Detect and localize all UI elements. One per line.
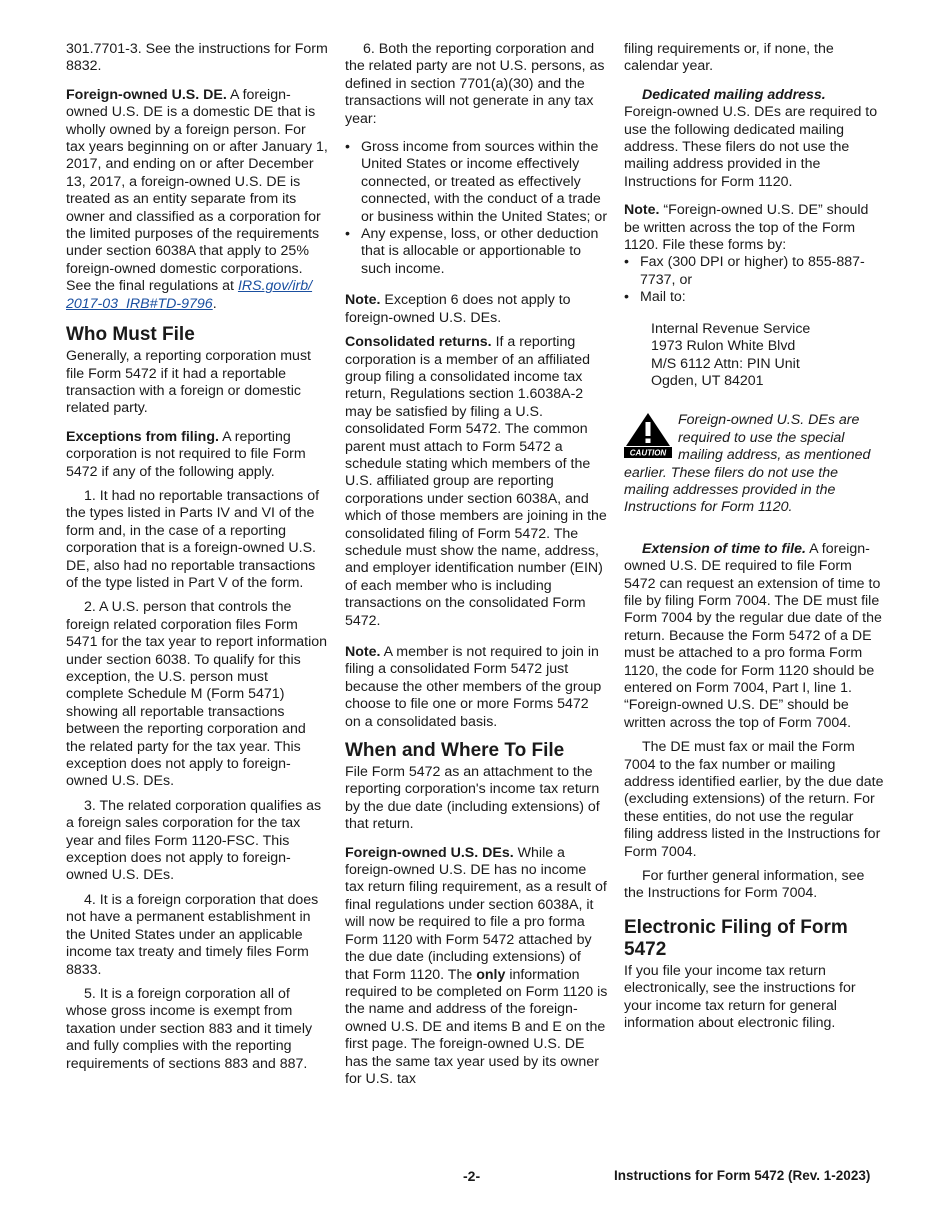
exceptions-paragraph xyxy=(66,429,328,481)
page-number: -2- xyxy=(463,1168,481,1184)
bullet-item: • Gross income from sources within the United States or income effectively connected, or treated as effectively connected, with the conduct of a trade or business within the United States; or xyxy=(345,139,608,226)
paragraph-text: Foreign-owned U.S. DEs are required to use the following dedicated mailing address. These filers do not use the mailing address provided in the Instructions for Form 1120. xyxy=(624,104,878,190)
period: . xyxy=(212,295,217,312)
address-line: Ogden, UT 84201 xyxy=(651,372,764,389)
caution-text: Foreign-owned U.S. DEs are required to use the special mailing address, as mentioned earlier. These filers do not use the mailing addresses provided in the Instructions for Form 1120. xyxy=(624,412,871,516)
consolidated-returns-paragraph xyxy=(345,334,608,630)
exception-item-4: 4. It is a foreign corporation that does not have a permanent establishment in the United States under an applicable income tax treaty and timely files Form 8833. xyxy=(66,891,319,978)
irs-link-part1[interactable]: IRS.gov/irb/ xyxy=(237,278,313,295)
paragraph: Generally, a reporting corporation must file Form 5472 if it had a reportable transaction with a foreign or domestic related party. xyxy=(66,348,311,417)
exception-item-6: 6. Both the reporting corporation and the related party are not U.S. persons, as defined in section 7701(a)(30) and the transactions will not generate in any tax year: xyxy=(345,41,605,127)
paragraph: If you file your income tax return electronically, see the instructions for your income tax return for general information about electronic filing. xyxy=(624,962,856,1032)
address-line: M/S 6112 Attn: PIN Unit xyxy=(651,355,800,372)
mail-bullet: • Mail to: xyxy=(624,289,886,306)
exception-item-5: 5. It is a foreign corporation all of whose gross income is exempt from taxation under section 883 and it timely and fully complies with the reporting requirements of sections 883 and 887. xyxy=(66,985,313,1072)
paragraph-text: A member is not required to join in filing a consolidated Form 5472 just because the other members of the group choose to file one or more Forms 5472 on a consolidated basis. xyxy=(345,644,602,730)
caution-icon xyxy=(624,412,672,458)
paragraph-text: information required to be completed on Form 1120 is the name and address of the foreign-owned U.S. DE and items B and E on the first page. The foreign-owned U.S. DE has the same tax year used by its owner for U.S. tax xyxy=(345,966,608,1087)
irs-link-part2[interactable]: 2017-03_IRB#TD-9796 xyxy=(66,295,213,312)
electronic-filing-heading: Electronic Filing of Form 5472 xyxy=(624,916,848,960)
dedicated-mailing-paragraph xyxy=(624,87,886,191)
mailing-address xyxy=(624,321,886,391)
foreign-owned-de-paragraph xyxy=(66,87,328,313)
paragraph-text: A foreign-owned U.S. DE is a domestic DE that is wholly owned by a foreign person. For tax years beginning on or after January 1, 2017, and ending on or after December 13, 2017, a foreign-owned U.S. DE is treated as an entity separate from its owner and classified as a corporation for the limited purposes of the requirements under section 6038A that apply to 25% foreign-owned domestic corporations. See the final regulations at xyxy=(66,86,328,295)
paragraph-text: “Foreign-owned U.S. DE” should be written across the top of the Form 1120. File these forms by: xyxy=(624,202,869,254)
caution-label: CAUTION xyxy=(629,448,667,458)
column-3 xyxy=(624,41,886,1040)
paragraph: filing requirements or, if none, the calendar year. xyxy=(624,41,834,75)
paragraph: For further general information, see the Instructions for Form 7004. xyxy=(624,868,865,902)
run-in-heading: Foreign-owned U.S. DEs. xyxy=(345,844,514,861)
exception-item-2: 2. A U.S. person that controls the foreign related corporation files Form 5471 for the tax year to report information under section 6038. To qualify for this exception, the U.S. person must complete Schedule M (Form 5471) showing all reportable transactions between the reporting corporation and the related party for the tax year. This exception does not apply to foreign-owned U.S. DEs. xyxy=(66,599,328,790)
address-line: 1973 Rulon White Blvd xyxy=(651,338,796,355)
extension-paragraph xyxy=(624,541,886,732)
foreign-owned-des-paragraph xyxy=(345,845,608,1089)
who-must-file-heading: Who Must File xyxy=(66,324,195,346)
exception-item-1: 1. It had no reportable transactions of the types listed in Parts IV and VI of the form and, in the case of a reporting corporation that is a foreign-owned U.S. DE, also had no reportable transactions of the type listed in Part V of the form. xyxy=(66,487,320,591)
fax-bullet: • Fax (300 DPI or higher) to 855-887-7737, or xyxy=(624,254,886,289)
emphasis: only xyxy=(476,966,506,983)
paragraph-text: If a reporting corporation is a member of an affiliated group filing a consolidated income tax return, Regulations section 1.6038A-2 may be satisfied by filing a U.S. consolidated Form 5472. The common parent must attach to Form 5472 a schedule stating which members of the U.S. affiliated group are reporting corporations under section 6038A, and which of those members are joining in the consolidated filing of Form 5472. The schedule must show the name, address, and employer identification number (EIN) of each member who is including transactions on the consolidated Form 5472. xyxy=(345,334,607,629)
run-in-heading: Exceptions from filing. xyxy=(66,428,219,445)
address-line: Internal Revenue Service xyxy=(651,320,811,337)
column-1 xyxy=(66,41,328,1080)
note-label: Note. xyxy=(624,202,660,219)
paragraph-text: A foreign-owned U.S. DE required to file Form 5472 can request an extension of time to file by filing Form 7004. The DE must file Form 7004 by the regular due date of the return. Because the Form 5472 of a DE must be attached to a pro forma Form 1120, the code for Form 1120 should be entered on Form 7004, Part I, line 1. “Foreign-owned U.S. DE” should be written across the top of Form 7004. xyxy=(624,540,882,731)
caution-box xyxy=(624,412,886,516)
exception-item-3: 3. The related corporation qualifies as a foreign sales corporation for the tax year and files Form 1120-FSC. This exception does not apply to foreign-owned U.S. DEs. xyxy=(66,797,322,884)
column-2 xyxy=(345,41,608,1095)
note-label: Note. xyxy=(345,644,381,660)
paragraph: File Form 5472 as an attachment to the reporting corporation's income tax return by the due date (including extensions) of that return. xyxy=(345,764,600,833)
run-in-heading: Dedicated mailing address. xyxy=(642,86,826,103)
when-where-heading: When and Where To File xyxy=(345,740,565,762)
paragraph: The DE must fax or mail the Form 7004 to the fax number or mailing address identified earlier, by the due date (excluding extensions) of the return. For these entities, do not use the regular filing address listed in the Instructions for Form 7004. xyxy=(624,739,884,860)
bullet-item: • Any expense, loss, or other deduction that is allocable or apportionable to such income. xyxy=(345,226,608,278)
paragraph-text: Exception 6 does not apply to foreign-owned U.S. DEs. xyxy=(345,292,571,326)
run-in-heading: Extension of time to file. xyxy=(642,540,806,557)
paragraph-text: While a foreign-owned U.S. DE has no income tax return filing requirement, as a result of final regulations under section 6038A, it will now be required to file a pro forma Form 1120 with Form 5472 attached by the due date (including extensions) of that Form 1120. The xyxy=(345,844,607,983)
footer-title: Instructions for Form 5472 (Rev. 1-2023) xyxy=(614,1168,871,1183)
paragraph: 301.7701-3. See the instructions for Form 8832. xyxy=(66,41,328,75)
note-paragraph xyxy=(345,644,608,731)
paragraph-text: A reporting corporation is not required to file Form 5472 if any of the following apply. xyxy=(66,428,306,480)
note-paragraph xyxy=(624,202,886,254)
note-label: Note. xyxy=(345,292,381,309)
run-in-heading: Foreign-owned U.S. DE. xyxy=(66,86,227,103)
run-in-heading: Consolidated returns. xyxy=(345,334,492,351)
note-paragraph xyxy=(345,292,608,327)
